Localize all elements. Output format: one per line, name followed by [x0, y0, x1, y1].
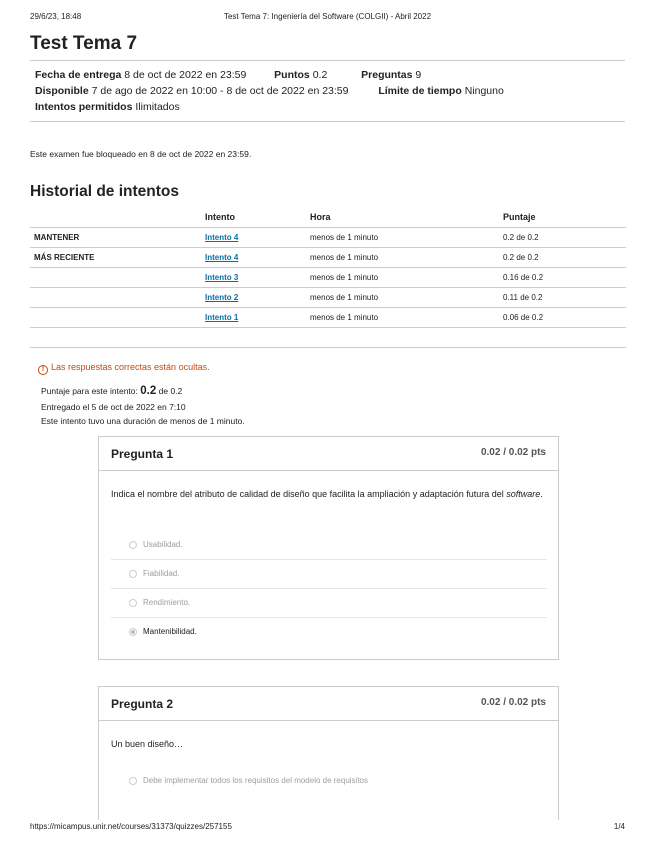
answer-option[interactable]	[111, 531, 547, 560]
attempt-score: 0.2 de 0.2	[503, 227, 626, 247]
answer-option[interactable]	[111, 589, 547, 618]
attempt-time: menos de 1 minuto	[310, 307, 503, 327]
attempt-score-line	[41, 385, 182, 397]
attempt-time: menos de 1 minuto	[310, 247, 503, 267]
questions-label: Preguntas	[361, 69, 413, 81]
attempt-score: 0.16 de 0.2	[503, 267, 626, 287]
question-card	[98, 436, 559, 660]
attempt-time: menos de 1 minuto	[310, 287, 503, 307]
radio-button-selected[interactable]	[129, 628, 137, 636]
question-points: 0.02 / 0.02 pts	[480, 697, 546, 708]
history-title: Historial de intentos	[30, 183, 179, 200]
answer-label: Fiabilidad.	[143, 569, 180, 578]
question-card	[98, 686, 559, 820]
attempt-status	[30, 287, 205, 307]
column-header	[30, 208, 205, 227]
answer-label: Rendimiento.	[143, 598, 191, 607]
answer-option[interactable]	[111, 560, 547, 589]
table-row	[30, 247, 626, 267]
attempt-link[interactable]: Intento 2	[205, 292, 239, 302]
table-row	[30, 307, 626, 327]
column-header: Puntaje	[503, 208, 626, 227]
divider	[30, 60, 625, 61]
attempt-link[interactable]: Intento 4	[205, 232, 239, 242]
print-footer	[30, 822, 625, 831]
available-value: 7 de ago de 2022 en 10:00 - 8 de oct de 2022 en 23:59	[91, 85, 349, 97]
score-prefix: Puntaje para este intento:	[41, 386, 138, 396]
attempts-label: Intentos permitidos	[35, 101, 133, 113]
attempt-score: 0.06 de 0.2	[503, 307, 626, 327]
attempt-link[interactable]: Intento 4	[205, 252, 239, 262]
print-header	[30, 12, 625, 26]
table-header-row	[30, 208, 626, 227]
points-value: 0.2	[312, 69, 328, 81]
available-label: Disponible	[35, 85, 89, 97]
attempt-link[interactable]: Intento 3	[205, 272, 239, 282]
column-header: Hora	[310, 208, 503, 227]
attempt-time: menos de 1 minuto	[310, 267, 503, 287]
score-suffix: de 0.2	[158, 386, 183, 396]
page-title: Test Tema 7	[30, 33, 138, 54]
answer-label: Mantenibilidad.	[143, 627, 197, 636]
radio-button[interactable]	[129, 777, 137, 785]
due-label: Fecha de entrega	[35, 69, 122, 81]
due-value: 8 de oct de 2022 en 23:59	[124, 69, 247, 81]
question-text: Indica el nombre del atributo de calidad de diseño que facilita la ampliación y adaptación futura del software.	[111, 489, 543, 499]
print-date: 29/6/23, 18:48	[30, 12, 82, 21]
questions-value: 9	[415, 69, 422, 81]
divider	[30, 121, 625, 122]
attempts-value: Ilimitados	[135, 101, 180, 113]
locked-message: Este examen fue bloqueado en 8 de oct de 2022 en 23:59.	[30, 149, 252, 159]
attempt-score: 0.11 de 0.2	[503, 287, 626, 307]
warning-icon: !	[38, 365, 48, 375]
attempt-history-table	[30, 208, 626, 348]
score-value: 0.2	[140, 385, 157, 397]
question-points: 0.02 / 0.02 pts	[480, 447, 546, 458]
answer-option-selected[interactable]	[111, 618, 547, 647]
answer-option[interactable]	[111, 767, 547, 796]
page-number: 1/4	[613, 822, 625, 831]
question-title: Pregunta 2	[111, 697, 174, 711]
question-text-italic: software	[506, 489, 541, 499]
radio-button[interactable]	[129, 570, 137, 578]
column-header: Intento	[205, 208, 310, 227]
print-doc-title: Test Tema 7: Ingeniería del Software (COLGII) - Abril 2022	[223, 12, 432, 21]
question-header	[99, 687, 558, 721]
answer-label: Debe implementar todos los requisitos del modelo de requisitos	[143, 776, 369, 785]
duration-line: Este intento tuvo una duración de menos de 1 minuto.	[41, 416, 245, 426]
hidden-answers-note	[38, 362, 210, 375]
quiz-meta-row-1	[35, 69, 421, 81]
answer-label: Usabilidad.	[143, 540, 183, 549]
attempt-status	[30, 267, 205, 287]
attempt-time: menos de 1 minuto	[310, 227, 503, 247]
attempt-score: 0.2 de 0.2	[503, 247, 626, 267]
table-row	[30, 267, 626, 287]
radio-button[interactable]	[129, 541, 137, 549]
points-label: Puntos	[274, 69, 310, 81]
quiz-meta-row-2	[35, 85, 504, 97]
question-header	[99, 437, 558, 471]
table-row	[30, 327, 626, 347]
radio-button[interactable]	[129, 599, 137, 607]
attempt-status	[30, 307, 205, 327]
time-limit-label: Límite de tiempo	[378, 85, 462, 97]
table-row	[30, 227, 626, 247]
hidden-answers-text: Las respuestas correctas están ocultas.	[51, 362, 210, 372]
time-limit-value: Ninguno	[464, 85, 504, 97]
table-row	[30, 287, 626, 307]
question-text: Un buen diseño…	[111, 739, 184, 749]
submitted-line: Entregado el 5 de oct de 2022 en 7:10	[41, 402, 186, 412]
print-url: https://micampus.unir.net/courses/31373/quizzes/257155	[30, 822, 232, 831]
attempt-status: MANTENER	[30, 227, 205, 247]
attempt-link[interactable]: Intento 1	[205, 312, 239, 322]
question-title: Pregunta 1	[111, 447, 174, 461]
quiz-meta-row-3	[35, 101, 180, 113]
attempt-status: MÁS RECIENTE	[30, 247, 205, 267]
